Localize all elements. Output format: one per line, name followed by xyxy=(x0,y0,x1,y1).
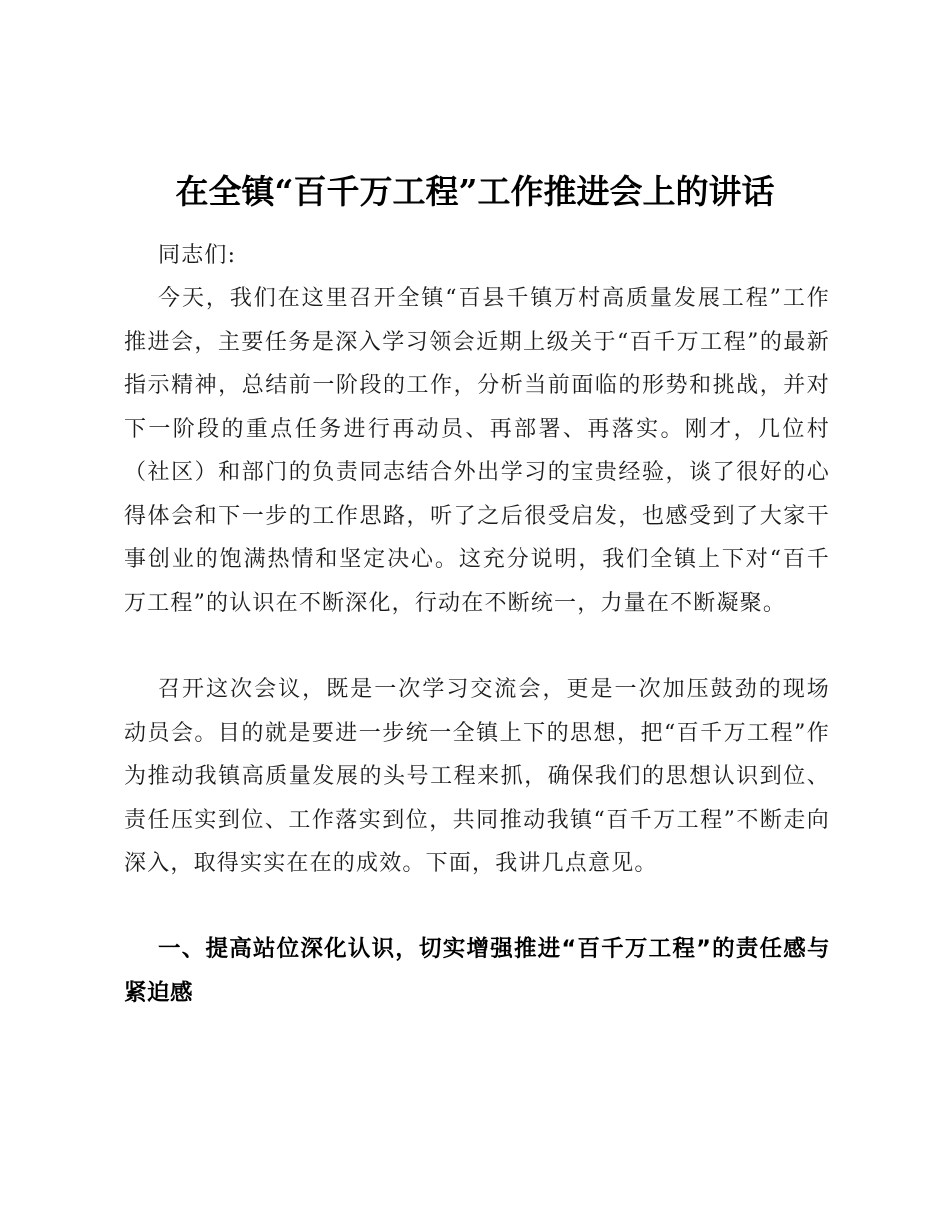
document-title: 在全镇“百千万工程”工作推进会上的讲话 xyxy=(175,172,775,211)
salutation-block xyxy=(124,234,830,278)
paragraph-1: 今天，我们在这里召开全镇“百县千镇万村高质量发展工程”工作推进会，主要任务是深入学习领会近期上级关于“百千万工程”的最新指示精神，总结前一阶段的工作，分析当前面临的形势和挑战，并对下一阶段的重点任务进行再动员、再部署、再落实。刚才，几位村（社区）和部门的负责同志结合外出学习的宝贵经验，谈了很好的心得体会和下一步的工作思路，听了之后很受启发，也感受到了大家干事创业的饱满热情和坚定决心。这充分说明，我们全镇上下对“百千万工程”的认识在不断深化，行动在不断统一，力量在不断凝聚。 xyxy=(124,286,830,616)
paragraph-block-2 xyxy=(124,668,830,886)
salutation: 同志们: xyxy=(158,243,237,268)
paragraph-2: 召开这次会议，既是一次学习交流会，更是一次加压鼓劲的现场动员会。目的就是要进一步统一全镇上下的思想，把“百千万工程”作为推动我镇高质量发展的头号工程来抓，确保我们的思想认识到位、责任压实到位、工作落实到位，共同推动我镇“百千万工程”不断走向深入，取得实实在在的成效。下面，我讲几点意见。 xyxy=(124,677,830,876)
paragraph-block-1 xyxy=(124,277,830,625)
section-heading-1: 一、提高站位深化认识，切实增强推进“百千万工程”的责任感与紧迫感 xyxy=(124,936,830,1006)
